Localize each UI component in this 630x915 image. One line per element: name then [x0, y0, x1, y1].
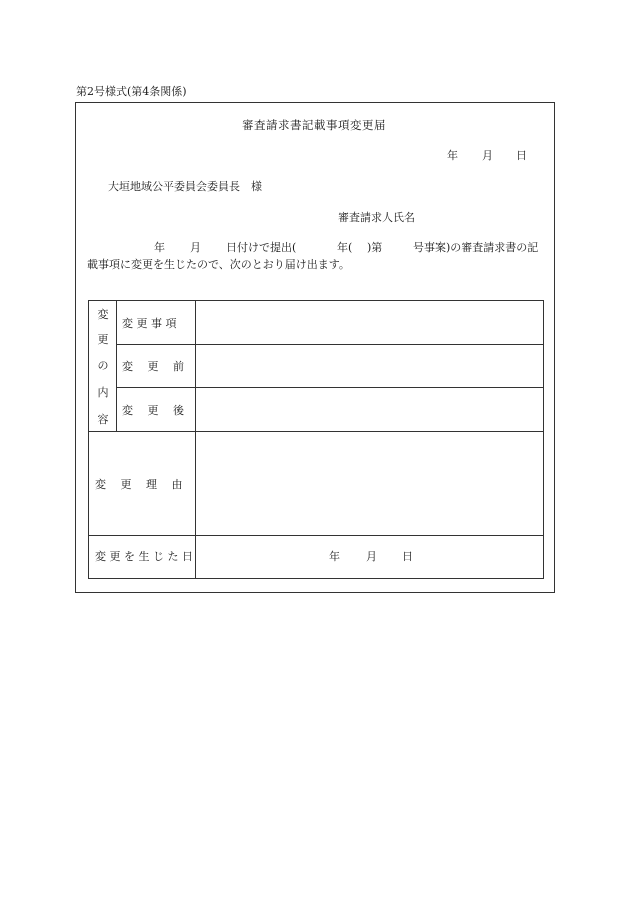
row-label-change-item: 変 更 事 項	[122, 317, 177, 330]
requester-name-label: 審査請求人氏名	[338, 211, 415, 224]
body-paren-dai: )第	[367, 241, 383, 254]
body-year: 年	[154, 241, 165, 254]
body-case-year: 年(	[337, 241, 353, 254]
row-label-reason: 変 更 理 由	[95, 478, 183, 491]
change-date-month: 月	[366, 550, 377, 563]
table-row-line-2	[116, 387, 544, 388]
body-case-number: 号事案)の審査請求書の記	[413, 241, 539, 254]
body-line-2: 載事項に変更を生じたので、次のとおり届け出ます。	[87, 258, 350, 271]
form-title: 審査請求書記載事項変更届	[242, 118, 386, 132]
group-char: 容	[97, 413, 109, 426]
table-column-divider	[195, 301, 196, 579]
change-date-year: 年	[329, 550, 340, 563]
addressee: 大垣地域公平委員会委員長 様	[108, 180, 262, 193]
change-table	[88, 300, 544, 579]
body-month: 月	[190, 241, 201, 254]
row-label-change-date: 変 更 を 生 じ た 日	[95, 550, 193, 563]
date-month-label: 月	[482, 149, 493, 162]
date-day-label: 日	[516, 149, 527, 162]
table-row-line-1	[116, 344, 544, 345]
group-char: 変	[97, 308, 109, 321]
group-char: 更	[97, 333, 109, 346]
table-group-divider	[116, 301, 117, 431]
table-row-line-4	[89, 535, 544, 536]
group-char: の	[97, 359, 109, 372]
group-char: 内	[97, 386, 109, 399]
row-label-before: 変 更 前	[122, 360, 184, 373]
body-day-submitted: 日付けで提出(	[226, 241, 297, 254]
form-number: 第2号様式(第4条関係)	[76, 85, 187, 98]
change-date-day: 日	[402, 550, 413, 563]
row-label-after: 変 更 後	[122, 404, 184, 417]
table-row-line-3	[89, 431, 544, 432]
date-year-label: 年	[447, 149, 458, 162]
